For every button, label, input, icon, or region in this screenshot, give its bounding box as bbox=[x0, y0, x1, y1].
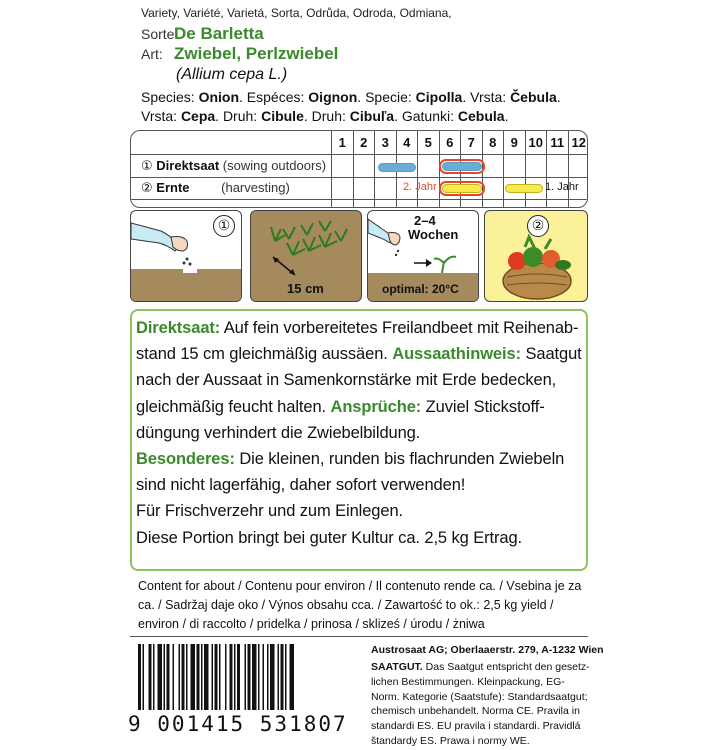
text-direktsaat: Auf fein vorbereitetes Freilandbeet mit Reihenab-stand 15 cm gleichmäßig aussäen. bbox=[136, 319, 579, 364]
month-7: 7 bbox=[460, 131, 482, 154]
spacing-label: 15 cm bbox=[287, 281, 324, 296]
barcode-digits: 9 001415 531807 bbox=[128, 712, 348, 736]
weeks-number: 2–4 bbox=[414, 213, 436, 228]
calendar-divider bbox=[131, 199, 588, 200]
variety-name: De Barletta bbox=[174, 24, 264, 43]
varieties-line: Variety, Variété, Varietá, Sorta, Odrůda, Odroda, Odmiana, bbox=[141, 6, 452, 20]
month-5: 5 bbox=[417, 131, 439, 154]
weeks-unit: Wochen bbox=[408, 227, 459, 242]
note-year-2: 2. Jahr bbox=[403, 181, 437, 193]
divider bbox=[130, 636, 588, 637]
sorte-row bbox=[141, 24, 264, 44]
heading-aussaathinweis: Aussaathinweis: bbox=[392, 345, 521, 364]
sowing-bar-march-april bbox=[378, 163, 416, 172]
heading-ansprueche: Ansprüche: bbox=[330, 397, 422, 416]
species-line-2: Vrsta: Cepa. Druh: Cibule. Druh: Cibuľa. Gatunki: Cebula. bbox=[141, 108, 509, 124]
species-line-1: Species: Onion. Espéces: Oignon. Specie: Cipolla. Vrsta: Čebula. bbox=[141, 89, 561, 105]
pic-spacing bbox=[250, 210, 362, 302]
step-2-badge: ② bbox=[527, 215, 549, 237]
month-2: 2 bbox=[353, 131, 375, 154]
month-11: 11 bbox=[546, 131, 568, 154]
calendar-divider bbox=[131, 154, 588, 155]
latin-name: (Allium cepa L.) bbox=[176, 66, 288, 83]
calendar-row-harvest: ② Ernte (harvesting) bbox=[141, 180, 290, 195]
text-yield: Diese Portion bringt bei guter Kultur ca. 2,5 kg Ertrag. bbox=[136, 528, 523, 547]
harvest-bar-june-july bbox=[442, 184, 482, 193]
optimal-temperature: optimal: 20°C bbox=[382, 282, 459, 296]
text-usage: Für Frischverzehr und zum Einlegen. bbox=[136, 502, 404, 521]
month-12: 12 bbox=[568, 131, 589, 154]
heading-besonderes: Besonderes: bbox=[136, 450, 235, 469]
month-6: 6 bbox=[439, 131, 461, 154]
calendar-row-sowing: ① Direktsaat (sowing outdoors) bbox=[141, 158, 327, 173]
art-label: Art: bbox=[141, 46, 163, 62]
month-8: 8 bbox=[482, 131, 504, 154]
text-besonderes: Die kleinen, runden bis flachrunden Zwiebeln sind nicht lagerfähig, daher sofort verwenden! bbox=[136, 450, 565, 495]
text-ansprueche: Zuviel Stickstoff-düngung verhindert die Zwiebelbildung. bbox=[136, 397, 545, 442]
text-aussaathinweis: Saatgut nach der Aussaat in Samenkornstärke mit Erde bedecken, gleichmäßig feucht halten. bbox=[136, 345, 582, 416]
month-10: 10 bbox=[525, 131, 547, 154]
heading-direktsaat: Direktsaat: bbox=[136, 319, 221, 337]
company-address: Austrosaat AG; Oberlaaerstr. 279, A-1232 Wien bbox=[371, 644, 604, 656]
sowing-calendar bbox=[130, 130, 588, 208]
cultivation-description bbox=[130, 309, 588, 571]
content-yield-translations: Content for about / Contenu pour environ / Il contenuto rende ca. / Vsebina je za ca. / Sadržaj daje oko / Výnos obsahu cca. / Zawartość to ok.: 2,5 kg yield / environ / di raccolto / pridelka / prinosa / skliześ / úrodu / żniwa bbox=[138, 579, 582, 631]
species-name: Zwiebel, Perlzwiebel bbox=[174, 44, 339, 63]
month-1: 1 bbox=[331, 131, 353, 154]
pic-sowing bbox=[130, 210, 242, 302]
note-year-1: 1. Jahr bbox=[545, 181, 579, 193]
pic-germination bbox=[367, 210, 479, 302]
seed-legal-text: SAATGUT. Das Saatgut entspricht den gesetz-lichen Bestimmungen. Kleinpackung, EG-Norm. Kategorie (Saatstufe): Standardsaatgut; chemisch unbehandelt. Norma CE. Pravila in standardi ES. EU pravila i standardi. Pravidlá štandardy ES. Prawa i normy WE. bbox=[371, 661, 590, 747]
calendar-months bbox=[331, 131, 588, 154]
month-3: 3 bbox=[374, 131, 396, 154]
sowing-bar-june-july bbox=[442, 162, 482, 171]
art-row bbox=[141, 44, 338, 64]
step-1-badge: ① bbox=[213, 215, 235, 237]
month-4: 4 bbox=[396, 131, 418, 154]
month-9: 9 bbox=[503, 131, 525, 154]
species-translations bbox=[141, 88, 581, 126]
harvest-bar-sept-oct bbox=[505, 184, 543, 193]
pic-harvest bbox=[484, 210, 588, 302]
sorte-label: Sorte: bbox=[141, 26, 179, 42]
